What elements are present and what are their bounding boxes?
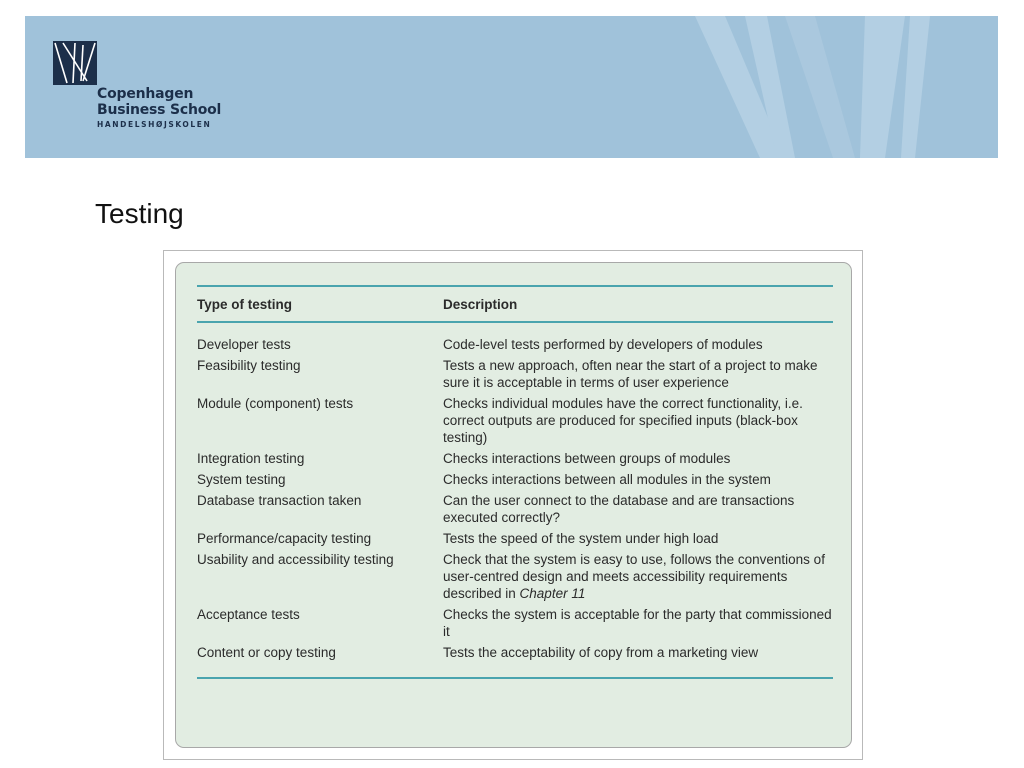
cbs-logo-icon	[53, 41, 97, 85]
table-row	[197, 395, 833, 450]
header-banner	[25, 16, 998, 158]
row-description: Code-level tests performed by developers of modules	[443, 337, 763, 352]
header-description: Description	[443, 286, 833, 322]
row-description	[443, 551, 833, 606]
row-type: Usability and accessibility testing	[197, 552, 394, 567]
logo-line-3: HANDELSHØJSKOLEN	[97, 120, 212, 129]
slide-title: Testing	[95, 198, 184, 229]
table-row	[197, 551, 833, 606]
row-type: System testing	[197, 472, 286, 487]
logo-line-2: Business School	[97, 102, 222, 118]
row-description: Tests the acceptability of copy from a marketing view	[443, 645, 759, 660]
cbs-logo-text	[97, 86, 221, 129]
row-description: Checks individual modules have the correct functionality, i.e. correct outputs are produced for specified inputs (black-box testing)	[443, 396, 803, 445]
table-figure	[163, 250, 863, 760]
table-row	[197, 530, 833, 551]
row-type: Performance/capacity testing	[197, 531, 372, 546]
row-type: Developer tests	[197, 337, 291, 352]
row-type: Acceptance tests	[197, 607, 300, 622]
table-panel	[175, 262, 852, 748]
table-row	[197, 357, 833, 395]
table-row	[197, 471, 833, 492]
row-type: Feasibility testing	[197, 358, 301, 373]
logo-line-1: Copenhagen	[97, 86, 194, 102]
table-row	[197, 450, 833, 471]
row-description: Tests the speed of the system under high load	[443, 531, 719, 546]
row-type: Integration testing	[197, 451, 305, 466]
row-type: Content or copy testing	[197, 645, 336, 660]
table-row	[197, 606, 833, 644]
testing-table	[197, 285, 833, 679]
row-description: Checks the system is acceptable for the party that commissioned it	[443, 607, 832, 639]
row-description: Can the user connect to the database and are transactions executed correctly?	[443, 493, 795, 525]
row-description: Checks interactions between groups of modules	[443, 451, 731, 466]
table-header-row	[197, 286, 833, 322]
table-row	[197, 322, 833, 357]
row-description: Tests a new approach, often near the start of a project to make sure it is acceptable in terms of user experience	[443, 358, 818, 390]
table-row	[197, 492, 833, 530]
row-type: Module (component) tests	[197, 396, 354, 411]
table-row	[197, 644, 833, 678]
header-type: Type of testing	[197, 286, 443, 322]
row-description: Checks interactions between all modules in the system	[443, 472, 771, 487]
chapter-reference: Chapter 11	[519, 586, 586, 601]
row-description-text: Check that the system is easy to use, follows the conventions of user-centred design and meets accessibility requirements described in	[443, 552, 825, 601]
row-type: Database transaction taken	[197, 493, 362, 508]
